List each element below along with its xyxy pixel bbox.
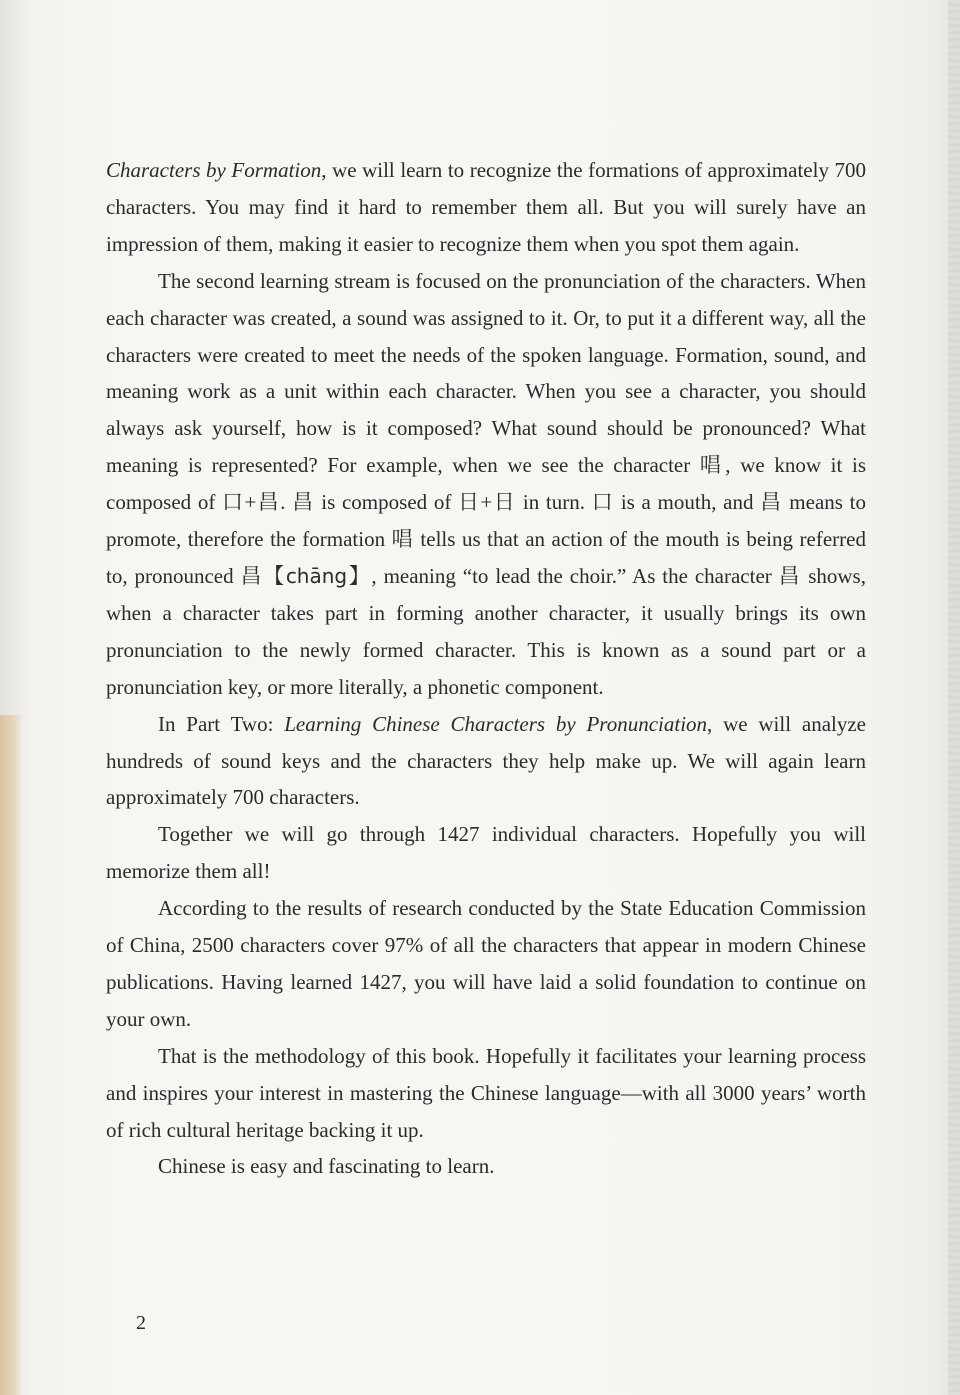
paragraph-2-text-b: 】, meaning “to lead the choir.” As the character 昌 shows, when a character takes part in forming another character, it usually brings its own pronunciation to the newly formed character. This is known as a sound part or a pronunciation key, or more literally, a phonetic component. [106, 563, 866, 699]
pinyin-chang: chāng [285, 563, 348, 588]
paragraph-3 [106, 706, 866, 817]
body-text [106, 152, 866, 1185]
paragraph-1-text: , we will learn to recognize the formations of approximately 700 characters. You may find it hard to remember them all. But you will surely have an impression of them, making it easier to recognize them when you spot them again. [106, 158, 867, 256]
page-edge [948, 0, 960, 1395]
paragraph-5: According to the results of research conducted by the State Education Commission of China, 2500 characters cover 97% of all the characters that appear in modern Chinese publications. Having learned 1427, you will have laid a solid foundation to continue on your own. [106, 896, 866, 1031]
paragraph-4: Together we will go through 1427 individual characters. Hopefully you will memorize them all! [106, 822, 866, 884]
book-part-two-title: Learning Chinese Characters by Pronunciation [284, 711, 708, 736]
paragraph-3-lead: In Part Two: [158, 711, 285, 736]
paragraph-2-text-a: The second learning stream is focused on the pronunciation of the characters. When each character was created, a sound was assigned to it. Or, to put it a different way, all the characters were created to meet the needs of the spoken language. Formation, sound, and meaning work as a unit within each character. When you see a character, you should always ask yourself, how is it composed? What sound should be pronounced? What meaning is represented? For example, when we see the character 唱, we know it is composed of 口+昌. 昌 is composed of 日+日 in turn. 口 is a mouth, and 昌 means to promote, therefore the formation 唱 tells us that an action of the mouth is being referred to, pronounced 昌【 [106, 268, 866, 588]
page-number: 2 [136, 1312, 146, 1334]
paragraph-1 [106, 152, 866, 263]
paragraph-2 [106, 263, 866, 706]
spine-shadow [0, 715, 22, 1395]
paragraph-3-text: , we will analyze hundreds of sound keys and the characters they help make up. We will again learn approximately 700 characters. [106, 711, 866, 810]
paragraph-6: That is the methodology of this book. Hopefully it facilitates your learning process and inspires your interest in mastering the Chinese language—with all 3000 years’ worth of rich cultural heritage backing it up. [106, 1043, 866, 1142]
book-part-title: Characters by Formation [106, 158, 322, 182]
paragraph-7: Chinese is easy and fascinating to learn. [158, 1154, 495, 1179]
